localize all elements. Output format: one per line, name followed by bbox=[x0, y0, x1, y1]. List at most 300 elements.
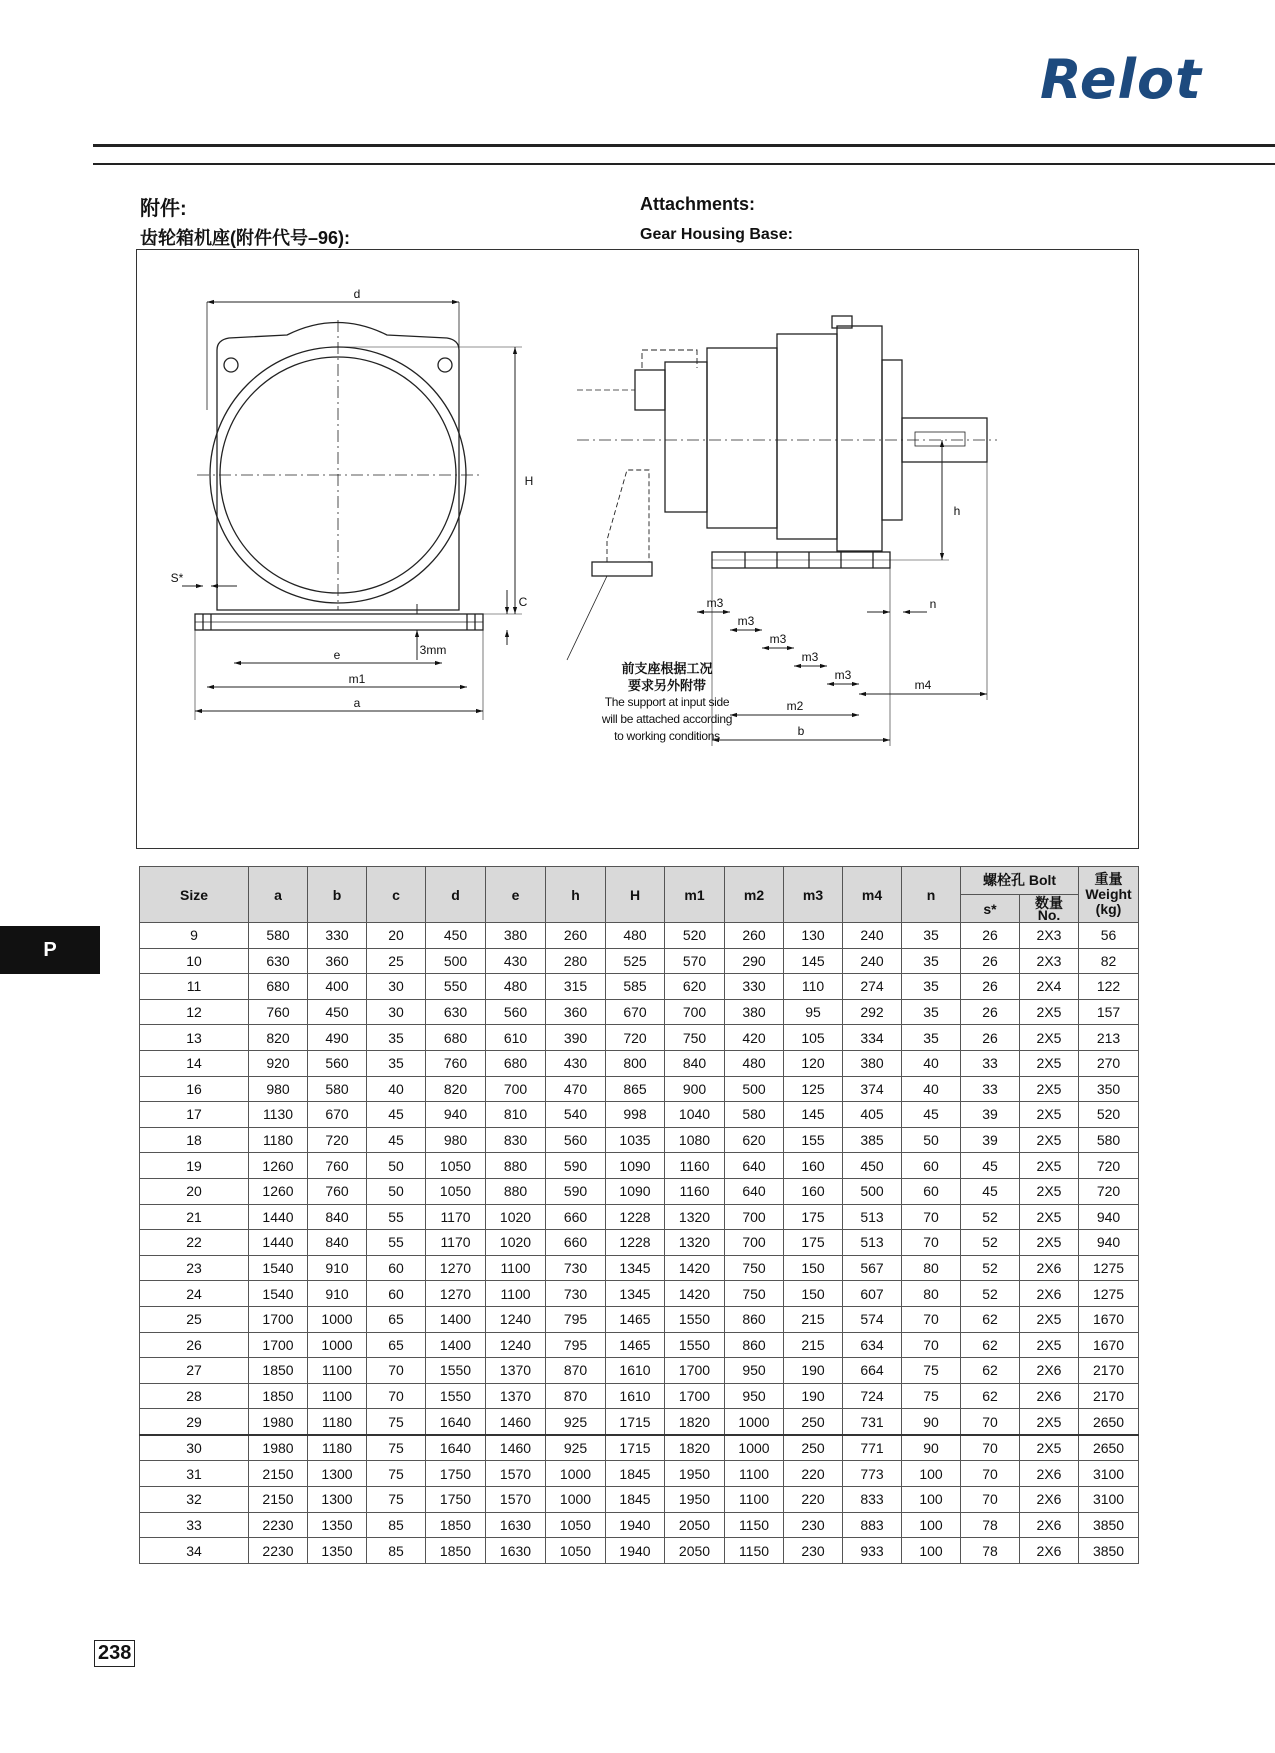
table-cell: 175 bbox=[784, 1204, 843, 1230]
table-cell: 940 bbox=[426, 1102, 486, 1128]
no-cn: 数量 bbox=[1035, 894, 1063, 911]
table-cell: 75 bbox=[367, 1461, 426, 1487]
weight-unit: (kg) bbox=[1095, 901, 1122, 917]
table-cell: 19 bbox=[140, 1153, 249, 1179]
table-cell: 70 bbox=[367, 1383, 426, 1409]
table-cell: 2X5 bbox=[1020, 1050, 1079, 1076]
table-cell: 760 bbox=[308, 1153, 367, 1179]
table-cell: 56 bbox=[1079, 923, 1139, 949]
table-cell: 1550 bbox=[665, 1306, 725, 1332]
table-row bbox=[140, 999, 1139, 1025]
table-cell: 65 bbox=[367, 1306, 426, 1332]
table-cell: 910 bbox=[308, 1281, 367, 1307]
table-cell: 122 bbox=[1079, 974, 1139, 1000]
table-cell: 900 bbox=[665, 1076, 725, 1102]
table-cell: 2230 bbox=[249, 1512, 308, 1538]
table-cell: 1850 bbox=[249, 1358, 308, 1384]
heading-cn-title: 附件: bbox=[140, 198, 187, 220]
table-cell: 1850 bbox=[426, 1538, 486, 1564]
table-cell: 870 bbox=[546, 1358, 606, 1384]
table-cell: 100 bbox=[902, 1487, 961, 1513]
table-row bbox=[140, 1230, 1139, 1256]
table-cell: 70 bbox=[902, 1306, 961, 1332]
table-cell: 773 bbox=[843, 1461, 902, 1487]
table-cell: 230 bbox=[784, 1538, 843, 1564]
table-cell: 380 bbox=[843, 1050, 902, 1076]
table-cell: 9 bbox=[140, 923, 249, 949]
table-cell: 390 bbox=[546, 1025, 606, 1051]
header-rule-bottom bbox=[93, 163, 1275, 165]
table-cell: 840 bbox=[308, 1204, 367, 1230]
table-cell: 3850 bbox=[1079, 1512, 1139, 1538]
table-row bbox=[140, 1306, 1139, 1332]
table-cell: 1540 bbox=[249, 1255, 308, 1281]
table-cell: 700 bbox=[725, 1230, 784, 1256]
table-cell: 380 bbox=[486, 923, 546, 949]
table-cell: 420 bbox=[725, 1025, 784, 1051]
table-cell: 2X6 bbox=[1020, 1383, 1079, 1409]
table-cell: 14 bbox=[140, 1050, 249, 1076]
table-cell: 80 bbox=[902, 1281, 961, 1307]
table-cell: 2X4 bbox=[1020, 974, 1079, 1000]
table-cell: 3100 bbox=[1079, 1461, 1139, 1487]
table-cell: 62 bbox=[961, 1332, 1020, 1358]
table-cell: 65 bbox=[367, 1332, 426, 1358]
table-cell: 175 bbox=[784, 1230, 843, 1256]
table-cell: 1050 bbox=[426, 1153, 486, 1179]
table-cell: 78 bbox=[961, 1512, 1020, 1538]
table-cell: 360 bbox=[546, 999, 606, 1025]
table-cell: 240 bbox=[843, 923, 902, 949]
table-cell: 52 bbox=[961, 1230, 1020, 1256]
table-cell: 640 bbox=[725, 1153, 784, 1179]
label-s: S* bbox=[170, 571, 184, 585]
table-cell: 1050 bbox=[546, 1538, 606, 1564]
table-cell: 720 bbox=[308, 1127, 367, 1153]
table-cell: 540 bbox=[546, 1102, 606, 1128]
table-cell: 940 bbox=[1079, 1230, 1139, 1256]
table-cell: 40 bbox=[902, 1050, 961, 1076]
table-cell: 1345 bbox=[606, 1281, 665, 1307]
table-cell: 1370 bbox=[486, 1358, 546, 1384]
table-cell: 450 bbox=[843, 1153, 902, 1179]
table-cell: 1750 bbox=[426, 1487, 486, 1513]
table-cell: 680 bbox=[426, 1025, 486, 1051]
table-cell: 10 bbox=[140, 948, 249, 974]
table-cell: 1845 bbox=[606, 1487, 665, 1513]
table-cell: 500 bbox=[426, 948, 486, 974]
table-cell: 1000 bbox=[546, 1461, 606, 1487]
table-cell: 35 bbox=[902, 923, 961, 949]
table-cell: 1000 bbox=[308, 1332, 367, 1358]
table-cell: 1715 bbox=[606, 1409, 665, 1435]
table-cell: 150 bbox=[784, 1281, 843, 1307]
table-cell: 120 bbox=[784, 1050, 843, 1076]
table-cell: 1610 bbox=[606, 1383, 665, 1409]
table-cell: 260 bbox=[546, 923, 606, 949]
table-cell: 157 bbox=[1079, 999, 1139, 1025]
table-cell: 230 bbox=[784, 1512, 843, 1538]
table-cell: 820 bbox=[249, 1025, 308, 1051]
table-cell: 795 bbox=[546, 1332, 606, 1358]
table-cell: 45 bbox=[367, 1127, 426, 1153]
table-cell: 1090 bbox=[606, 1178, 665, 1204]
table-cell: 100 bbox=[902, 1512, 961, 1538]
table-cell: 1040 bbox=[665, 1102, 725, 1128]
table-cell: 750 bbox=[665, 1025, 725, 1051]
table-cell: 60 bbox=[367, 1255, 426, 1281]
table-cell: 35 bbox=[902, 999, 961, 1025]
table-cell: 75 bbox=[902, 1383, 961, 1409]
table-cell: 670 bbox=[606, 999, 665, 1025]
note-en-line-2: will be attached according bbox=[601, 712, 733, 726]
note-en-line-1: The support at input side bbox=[604, 695, 730, 709]
table-cell: 513 bbox=[843, 1230, 902, 1256]
table-cell: 1350 bbox=[308, 1538, 367, 1564]
table-cell: 580 bbox=[249, 923, 308, 949]
table-cell: 55 bbox=[367, 1230, 426, 1256]
table-cell: 125 bbox=[784, 1076, 843, 1102]
table-cell: 1240 bbox=[486, 1332, 546, 1358]
table-cell: 2170 bbox=[1079, 1383, 1139, 1409]
table-cell: 520 bbox=[1079, 1102, 1139, 1128]
table-cell: 2X5 bbox=[1020, 1076, 1079, 1102]
table-cell: 1130 bbox=[249, 1102, 308, 1128]
table-cell: 1400 bbox=[426, 1332, 486, 1358]
table-cell: 30 bbox=[367, 999, 426, 1025]
table-cell: 130 bbox=[784, 923, 843, 949]
table-cell: 1240 bbox=[486, 1306, 546, 1332]
table-cell: 525 bbox=[606, 948, 665, 974]
table-cell: 1845 bbox=[606, 1461, 665, 1487]
table-row bbox=[140, 1025, 1139, 1051]
label-a: a bbox=[353, 696, 361, 710]
table-cell: 334 bbox=[843, 1025, 902, 1051]
table-row bbox=[140, 1538, 1139, 1564]
table-cell: 1100 bbox=[486, 1281, 546, 1307]
table-cell: 700 bbox=[486, 1076, 546, 1102]
table-cell: 2X5 bbox=[1020, 1153, 1079, 1179]
technical-drawing bbox=[136, 249, 1139, 849]
table-cell: 50 bbox=[902, 1127, 961, 1153]
table-cell: 360 bbox=[308, 948, 367, 974]
table-cell: 1440 bbox=[249, 1204, 308, 1230]
table-cell: 1980 bbox=[249, 1435, 308, 1461]
table-cell: 40 bbox=[902, 1076, 961, 1102]
table-cell: 220 bbox=[784, 1487, 843, 1513]
table-row bbox=[140, 948, 1139, 974]
table-cell: 16 bbox=[140, 1076, 249, 1102]
table-cell: 33 bbox=[961, 1050, 1020, 1076]
table-cell: 3850 bbox=[1079, 1538, 1139, 1564]
table-cell: 1150 bbox=[725, 1538, 784, 1564]
table-cell: 574 bbox=[843, 1306, 902, 1332]
table-cell: 925 bbox=[546, 1409, 606, 1435]
table-cell: 150 bbox=[784, 1255, 843, 1281]
table-cell: 380 bbox=[725, 999, 784, 1025]
table-cell: 1080 bbox=[665, 1127, 725, 1153]
table-cell: 62 bbox=[961, 1306, 1020, 1332]
table-cell: 75 bbox=[367, 1487, 426, 1513]
table-cell: 26 bbox=[140, 1332, 249, 1358]
stage-one bbox=[665, 362, 707, 512]
table-cell: 26 bbox=[961, 923, 1020, 949]
header-rule-top bbox=[93, 144, 1275, 147]
heading-en-title: Attachments: bbox=[640, 194, 756, 214]
table-cell: 75 bbox=[367, 1435, 426, 1461]
table-cell: 1550 bbox=[665, 1332, 725, 1358]
table-cell: 70 bbox=[961, 1409, 1020, 1435]
dimension-table bbox=[139, 866, 1139, 1564]
input-shaft-coupling bbox=[635, 370, 665, 410]
table-cell: 145 bbox=[784, 1102, 843, 1128]
table-cell: 1300 bbox=[308, 1487, 367, 1513]
table-cell: 610 bbox=[486, 1025, 546, 1051]
table-cell: 13 bbox=[140, 1025, 249, 1051]
table-cell: 260 bbox=[725, 923, 784, 949]
col-a: a bbox=[249, 867, 308, 923]
table-cell: 190 bbox=[784, 1358, 843, 1384]
table-cell: 1180 bbox=[249, 1127, 308, 1153]
label-m4: m4 bbox=[914, 678, 932, 692]
table-cell: 1320 bbox=[665, 1230, 725, 1256]
table-cell: 940 bbox=[1079, 1204, 1139, 1230]
table-cell: 1630 bbox=[486, 1538, 546, 1564]
col-H: H bbox=[606, 867, 665, 923]
table-cell: 52 bbox=[961, 1204, 1020, 1230]
table-cell: 35 bbox=[367, 1025, 426, 1051]
label-m3-3: m3 bbox=[769, 632, 787, 646]
label-h: h bbox=[953, 504, 961, 518]
table-cell: 1000 bbox=[725, 1409, 784, 1435]
table-row bbox=[140, 1127, 1139, 1153]
table-cell: 1640 bbox=[426, 1435, 486, 1461]
table-cell: 580 bbox=[1079, 1127, 1139, 1153]
table-cell: 29 bbox=[140, 1409, 249, 1435]
note-en-line-3: to working conditions bbox=[614, 729, 720, 743]
table-cell: 215 bbox=[784, 1332, 843, 1358]
table-cell: 750 bbox=[725, 1255, 784, 1281]
table-cell: 620 bbox=[725, 1127, 784, 1153]
table-cell: 28 bbox=[140, 1383, 249, 1409]
label-m3-4: m3 bbox=[801, 650, 819, 664]
table-cell: 24 bbox=[140, 1281, 249, 1307]
table-cell: 620 bbox=[665, 974, 725, 1000]
table-row bbox=[140, 974, 1139, 1000]
table-cell: 1370 bbox=[486, 1383, 546, 1409]
table-cell: 1170 bbox=[426, 1230, 486, 1256]
table-cell: 39 bbox=[961, 1102, 1020, 1128]
table-cell: 1570 bbox=[486, 1487, 546, 1513]
table-cell: 2X5 bbox=[1020, 1204, 1079, 1230]
table-cell: 330 bbox=[308, 923, 367, 949]
table-cell: 2X5 bbox=[1020, 1435, 1079, 1461]
table-cell: 2X6 bbox=[1020, 1538, 1079, 1564]
table-cell: 80 bbox=[902, 1255, 961, 1281]
table-cell: 590 bbox=[546, 1153, 606, 1179]
table-cell: 2X5 bbox=[1020, 1102, 1079, 1128]
table-cell: 1260 bbox=[249, 1178, 308, 1204]
col-h: h bbox=[546, 867, 606, 923]
table-cell: 980 bbox=[426, 1127, 486, 1153]
table-row bbox=[140, 1461, 1139, 1487]
table-cell: 2X5 bbox=[1020, 999, 1079, 1025]
table-cell: 1180 bbox=[308, 1409, 367, 1435]
note-cn-line-1: 前支座根据工况 bbox=[621, 661, 713, 676]
label-m2: m2 bbox=[786, 699, 804, 713]
weight-cn: 重量 bbox=[1094, 871, 1123, 887]
page-number: 238 bbox=[94, 1640, 135, 1667]
table-row bbox=[140, 1102, 1139, 1128]
table-cell: 880 bbox=[486, 1153, 546, 1179]
table-cell: 2050 bbox=[665, 1538, 725, 1564]
table-cell: 2X3 bbox=[1020, 923, 1079, 949]
table-cell: 12 bbox=[140, 999, 249, 1025]
col-e: e bbox=[486, 867, 546, 923]
table-cell: 1000 bbox=[725, 1435, 784, 1461]
table-cell: 1420 bbox=[665, 1255, 725, 1281]
table-cell: 560 bbox=[546, 1127, 606, 1153]
table-cell: 760 bbox=[308, 1178, 367, 1204]
table-cell: 1820 bbox=[665, 1435, 725, 1461]
table-row bbox=[140, 1076, 1139, 1102]
table-cell: 22 bbox=[140, 1230, 249, 1256]
col-m4: m4 bbox=[843, 867, 902, 923]
table-cell: 62 bbox=[961, 1358, 1020, 1384]
table-cell: 2X6 bbox=[1020, 1255, 1079, 1281]
table-cell: 1850 bbox=[426, 1512, 486, 1538]
table-cell: 920 bbox=[249, 1050, 308, 1076]
table-cell: 1700 bbox=[665, 1383, 725, 1409]
table-cell: 33 bbox=[140, 1512, 249, 1538]
col-b: b bbox=[308, 867, 367, 923]
table-cell: 480 bbox=[725, 1050, 784, 1076]
table-cell: 78 bbox=[961, 1538, 1020, 1564]
table-cell: 45 bbox=[367, 1102, 426, 1128]
table-cell: 1550 bbox=[426, 1383, 486, 1409]
table-cell: 145 bbox=[784, 948, 843, 974]
table-cell: 1640 bbox=[426, 1409, 486, 1435]
table-cell: 1400 bbox=[426, 1306, 486, 1332]
table-cell: 2X5 bbox=[1020, 1178, 1079, 1204]
bolt-hole-left bbox=[224, 358, 238, 372]
table-cell: 17 bbox=[140, 1102, 249, 1128]
table-cell: 860 bbox=[725, 1332, 784, 1358]
table-cell: 1320 bbox=[665, 1204, 725, 1230]
table-body bbox=[140, 923, 1139, 1564]
table-cell: 430 bbox=[546, 1050, 606, 1076]
table-cell: 1020 bbox=[486, 1230, 546, 1256]
table-cell: 95 bbox=[784, 999, 843, 1025]
table-cell: 840 bbox=[665, 1050, 725, 1076]
table-cell: 100 bbox=[902, 1538, 961, 1564]
table-cell: 34 bbox=[140, 1538, 249, 1564]
table-cell: 1460 bbox=[486, 1435, 546, 1461]
table-cell: 2X5 bbox=[1020, 1332, 1079, 1358]
table-cell: 33 bbox=[961, 1076, 1020, 1102]
table-cell: 26 bbox=[961, 999, 1020, 1025]
table-cell: 833 bbox=[843, 1487, 902, 1513]
table-cell: 520 bbox=[665, 923, 725, 949]
label-H: H bbox=[524, 474, 534, 488]
table-cell: 70 bbox=[902, 1204, 961, 1230]
table-cell: 240 bbox=[843, 948, 902, 974]
table-cell: 315 bbox=[546, 974, 606, 1000]
table-cell: 85 bbox=[367, 1512, 426, 1538]
table-row bbox=[140, 1178, 1139, 1204]
table-cell: 1150 bbox=[725, 1512, 784, 1538]
table-cell: 52 bbox=[961, 1255, 1020, 1281]
table-cell: 720 bbox=[1079, 1178, 1139, 1204]
table-cell: 26 bbox=[961, 1025, 1020, 1051]
table-cell: 30 bbox=[140, 1435, 249, 1461]
table-cell: 1270 bbox=[426, 1281, 486, 1307]
table-cell: 160 bbox=[784, 1178, 843, 1204]
table-cell: 2150 bbox=[249, 1461, 308, 1487]
table-cell: 2X6 bbox=[1020, 1358, 1079, 1384]
no-en: No. bbox=[1037, 906, 1061, 923]
table-cell: 1300 bbox=[308, 1461, 367, 1487]
table-cell: 1980 bbox=[249, 1409, 308, 1435]
table-row bbox=[140, 1358, 1139, 1384]
table-cell: 220 bbox=[784, 1461, 843, 1487]
table-cell: 1465 bbox=[606, 1306, 665, 1332]
table-cell: 880 bbox=[486, 1178, 546, 1204]
table-cell: 1228 bbox=[606, 1204, 665, 1230]
table-cell: 82 bbox=[1079, 948, 1139, 974]
brand-logo bbox=[1040, 48, 1202, 111]
table-cell: 25 bbox=[140, 1306, 249, 1332]
table-row bbox=[140, 1332, 1139, 1358]
table-cell: 480 bbox=[486, 974, 546, 1000]
table-cell: 883 bbox=[843, 1512, 902, 1538]
table-cell: 480 bbox=[606, 923, 665, 949]
table-cell: 50 bbox=[367, 1153, 426, 1179]
table-cell: 2X6 bbox=[1020, 1281, 1079, 1307]
table-cell: 925 bbox=[546, 1435, 606, 1461]
table-cell: 250 bbox=[784, 1409, 843, 1435]
table-cell: 350 bbox=[1079, 1076, 1139, 1102]
table-cell: 35 bbox=[902, 1025, 961, 1051]
table-cell: 160 bbox=[784, 1153, 843, 1179]
table-cell: 215 bbox=[784, 1306, 843, 1332]
table-cell: 1460 bbox=[486, 1409, 546, 1435]
stage-three bbox=[777, 334, 837, 539]
label-3mm: 3mm bbox=[419, 643, 447, 657]
table-cell: 660 bbox=[546, 1230, 606, 1256]
table-cell: 1750 bbox=[426, 1461, 486, 1487]
table-row bbox=[140, 1435, 1139, 1461]
table-cell: 1610 bbox=[606, 1358, 665, 1384]
label-n: n bbox=[929, 597, 937, 611]
table-cell: 1050 bbox=[426, 1178, 486, 1204]
table-cell: 670 bbox=[308, 1102, 367, 1128]
table-cell: 2X5 bbox=[1020, 1230, 1079, 1256]
table-cell: 1000 bbox=[546, 1487, 606, 1513]
table-cell: 26 bbox=[961, 948, 1020, 974]
col-n: n bbox=[902, 867, 961, 923]
table-cell: 290 bbox=[725, 948, 784, 974]
table-cell: 660 bbox=[546, 1204, 606, 1230]
table-cell: 330 bbox=[725, 974, 784, 1000]
table-row bbox=[140, 1153, 1139, 1179]
table-cell: 2X6 bbox=[1020, 1461, 1079, 1487]
table-cell: 1170 bbox=[426, 1204, 486, 1230]
col-s: s* bbox=[961, 895, 1020, 923]
table-cell: 1160 bbox=[665, 1153, 725, 1179]
col-c: c bbox=[367, 867, 426, 923]
table-cell: 1940 bbox=[606, 1538, 665, 1564]
